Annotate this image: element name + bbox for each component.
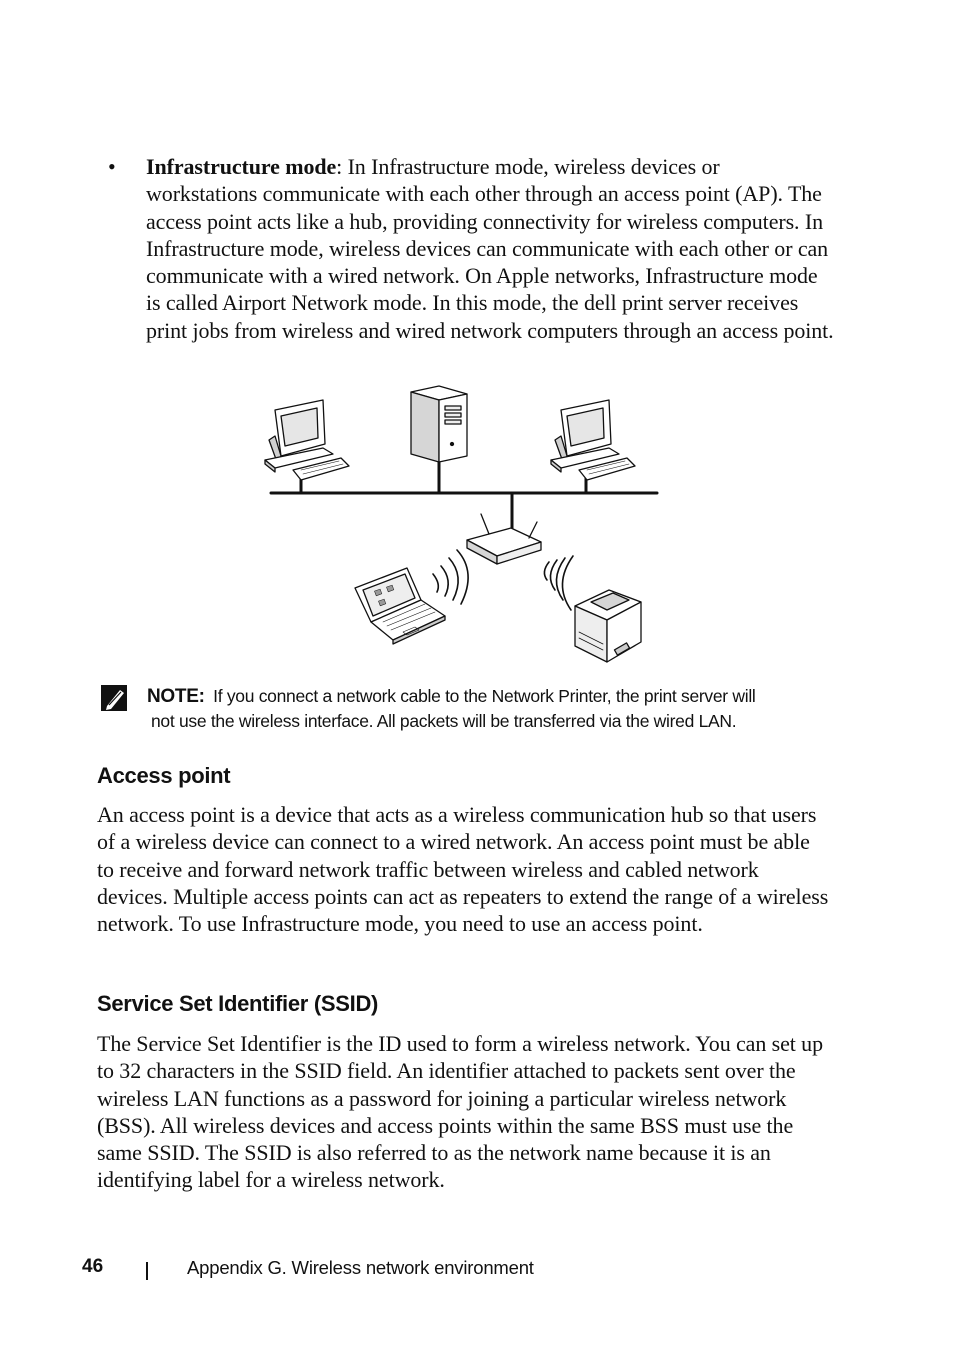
desktop-computer-icon	[551, 400, 635, 480]
access-point-paragraph: An access point is a device that acts as a wireless communication hub so that users of a wireless device can connect to a wired network. An access point must be able to receive and forward network traffic between wireless and cabled network devices. Multiple access points can act as repeaters to extend the range of a wireless network. To use Infrastructure mode, you need to use an access point.	[97, 802, 829, 937]
pencil-note-icon	[100, 684, 130, 714]
wireless-signal-icon	[544, 556, 573, 610]
desktop-computer-icon	[265, 400, 349, 480]
note-callout	[147, 684, 837, 734]
note-text-line1: If you connect a network cable to the Network Printer, the print server will	[213, 686, 756, 706]
laptop-icon	[355, 568, 445, 644]
printer-icon	[575, 590, 641, 662]
ssid-paragraph: The Service Set Identifier is the ID used to form a wireless network. You can set up to 32 characters in the SSID field. An identifier attached to packets sent over the wireless LAN functions as a password for joining a particular wireless network (BSS). All wireless devices and access points within the same BSS must use the same SSID. The SSID is also referred to as the network name because it is an identifying label for a wireless network.	[97, 1031, 823, 1193]
footer-divider	[146, 1262, 148, 1280]
wireless-signal-icon	[433, 550, 468, 604]
wireless-router-icon	[467, 514, 541, 564]
infrastructure-network-diagram	[255, 378, 675, 668]
bullet-marker: •	[108, 154, 116, 179]
page-number: 46	[82, 1256, 104, 1277]
infrastructure-mode-term: Infrastructure mode	[146, 154, 337, 179]
tower-server-icon	[411, 386, 467, 462]
infrastructure-mode-description: : In Infrastructure mode, wireless devices or workstations communicate with each other through an access point (AP). The access point acts like a hub, providing connectivity for wireless computers. In Infrastructure mode, wireless devices can communicate with each other or can communicate with a wired network. On Apple networks, Infrastructure mode is called Airport Network mode. In this mode, the dell print server receives print jobs from wireless and wired network computers through an access point.	[146, 154, 834, 343]
ssid-heading: Service Set Identifier (SSID)	[97, 991, 379, 1016]
note-text-line2: not use the wireless interface. All packets will be transferred via the wired LAN.	[151, 711, 737, 731]
access-point-heading: Access point	[97, 763, 231, 788]
infrastructure-mode-paragraph	[146, 153, 836, 344]
note-label: NOTE:	[147, 686, 205, 707]
footer-chapter-title: Appendix G. Wireless network environment	[187, 1257, 534, 1278]
